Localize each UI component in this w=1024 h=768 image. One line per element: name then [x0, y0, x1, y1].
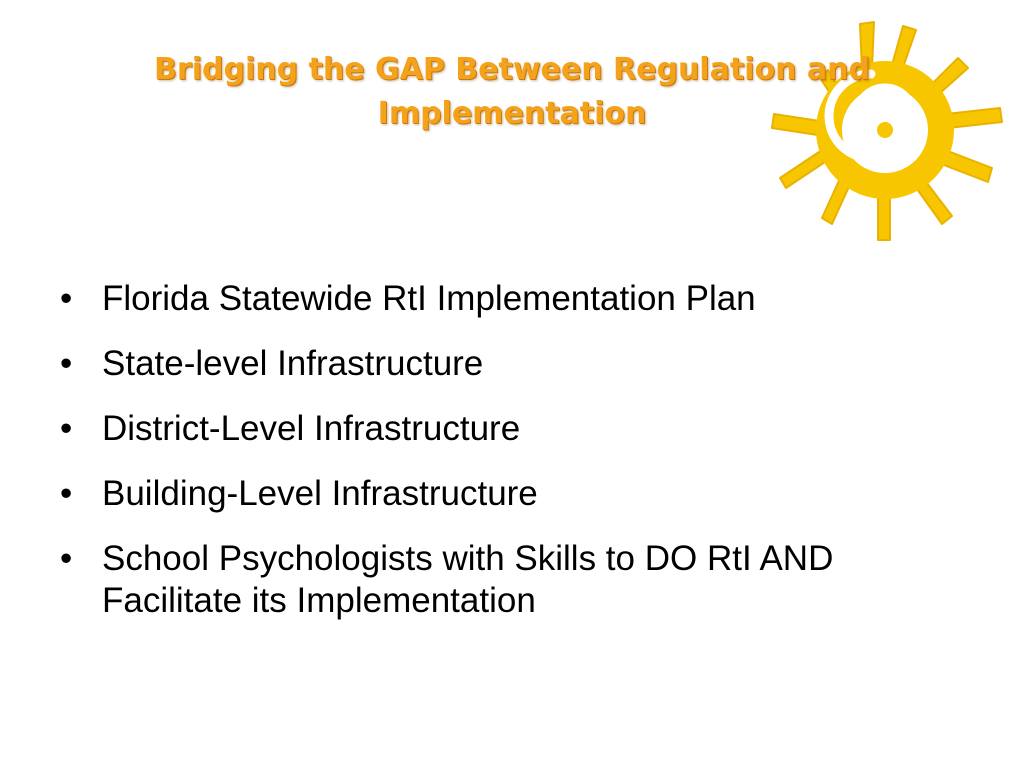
- bullet-dot: •: [60, 474, 73, 513]
- bullet-item: [60, 473, 980, 515]
- bullet-text: District-Level Infrastructure: [102, 409, 521, 448]
- bullet-item: [60, 343, 980, 385]
- bullet-dot: •: [60, 409, 73, 448]
- bullet-dot: •: [60, 279, 73, 318]
- title-line-2: Implementation: [377, 96, 647, 131]
- bullet-item: [60, 278, 980, 320]
- bullet-text: Florida Statewide RtI Implementation Plan: [102, 279, 756, 318]
- bullet-text: Building-Level Infrastructure: [102, 474, 538, 513]
- bullet-text: School Psychologists with Skills to DO RtI AND Facilitate its Implementation: [102, 539, 834, 620]
- bullet-dot: •: [60, 539, 73, 578]
- slide-title: [60, 48, 964, 136]
- bullet-dot: •: [60, 344, 73, 383]
- bullet-list: [60, 278, 980, 645]
- bullet-item: [60, 538, 980, 622]
- bullet-text: State-level Infrastructure: [102, 344, 484, 383]
- title-line-1: Bridging the GAP Between Regulation and: [154, 52, 870, 87]
- bullet-item: [60, 408, 980, 450]
